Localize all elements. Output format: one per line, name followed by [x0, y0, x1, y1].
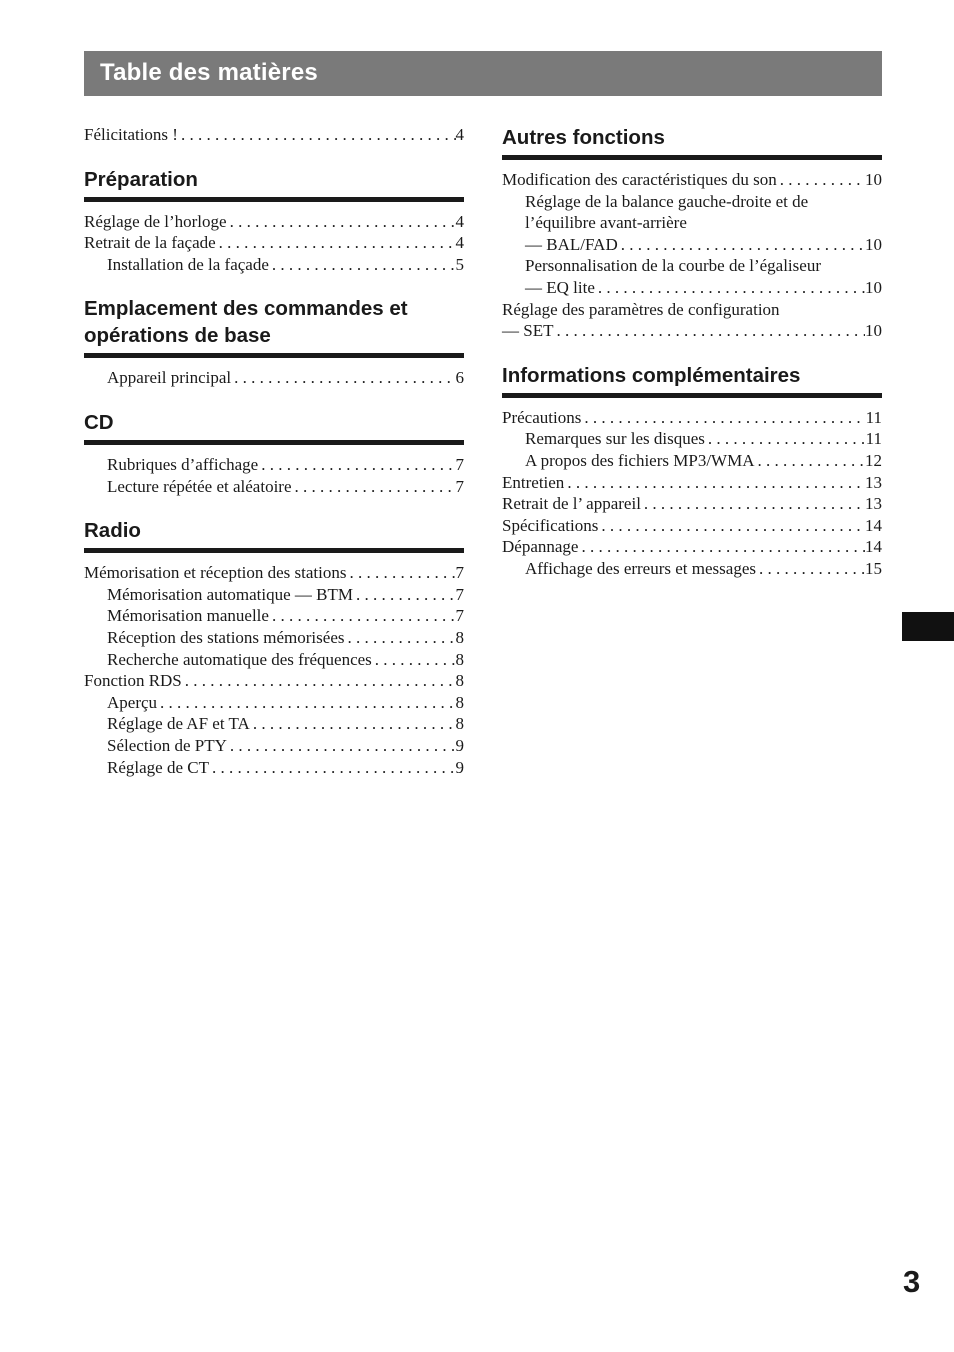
dot-leader: [777, 169, 865, 191]
toc-entry-page: 7: [455, 476, 464, 496]
toc-entry-page: 10: [865, 321, 882, 341]
toc-entry[interactable]: [502, 515, 882, 537]
toc-entry[interactable]: [502, 169, 882, 191]
toc-item[interactable]: [84, 254, 464, 276]
toc-entry[interactable]: [502, 450, 882, 472]
dot-leader: [258, 454, 455, 476]
toc-entry[interactable]: [502, 558, 882, 580]
toc-entry[interactable]: [502, 407, 882, 429]
toc-entry[interactable]: [502, 234, 882, 256]
toc-entry[interactable]: [84, 605, 464, 627]
toc-entry-page: 5: [455, 254, 464, 274]
toc-entry-page: 14: [865, 515, 882, 535]
toc-entry[interactable]: [84, 124, 464, 146]
toc-section: [502, 362, 882, 580]
toc-entry-page: 8: [455, 671, 464, 691]
toc-entry[interactable]: [84, 670, 464, 692]
toc-entry-page: 8: [455, 649, 464, 669]
toc-entry-page: 9: [455, 735, 464, 755]
toc-entry-label: Réglage de CT: [107, 757, 209, 777]
toc-entry-label: Spécifications: [502, 515, 599, 535]
toc-entry[interactable]: [84, 627, 464, 649]
toc-section: [84, 295, 464, 389]
toc-entry-page: 7: [455, 606, 464, 626]
toc-column-right: [502, 124, 882, 600]
toc-entry[interactable]: [84, 649, 464, 671]
page-title: Table des matières: [100, 59, 318, 86]
toc-section: [84, 166, 464, 276]
toc-list: [502, 169, 882, 342]
toc-item[interactable]: [502, 450, 882, 472]
toc-entry-label: Réception des stations mémorisées: [107, 627, 345, 647]
toc-entry-label: Félicitations !: [84, 125, 178, 144]
toc-entry-label: Mémorisation et réception des stations: [84, 563, 347, 583]
toc-entry-label: Installation de la façade: [107, 254, 269, 274]
toc-entry-page: 4: [455, 125, 464, 144]
toc-list: [84, 211, 464, 276]
toc-entry-label: Réglage de AF et TA: [107, 714, 250, 734]
dot-leader: [292, 476, 456, 498]
toc-entry-page: 6: [455, 368, 464, 388]
section-heading: Informations complémentaires: [502, 362, 882, 398]
dot-leader: [372, 649, 456, 671]
toc-section: [84, 409, 464, 497]
title-banner: [84, 51, 882, 96]
toc-entry-label: Sélection de PTY: [107, 735, 227, 755]
toc-item[interactable]: [84, 649, 464, 671]
toc-section: [502, 124, 882, 342]
toc-section: [84, 517, 464, 778]
section-heading: Radio: [84, 517, 464, 553]
toc-entry-continuation: l’équilibre avant-arrière: [525, 213, 687, 233]
toc-entry[interactable]: [84, 692, 464, 714]
toc-item[interactable]: [502, 299, 882, 342]
toc-entry-page: 10: [865, 170, 882, 189]
toc-entry[interactable]: [84, 232, 464, 254]
toc-entry-label: Mémorisation manuelle: [107, 606, 269, 626]
toc-item[interactable]: [84, 584, 464, 606]
section-heading: Autres fonctions: [502, 124, 882, 160]
toc-entry[interactable]: [84, 562, 464, 584]
dot-leader: [182, 670, 456, 692]
section-heading: CD: [84, 409, 464, 445]
dot-leader: [595, 277, 865, 299]
toc-entry-page: 4: [455, 211, 464, 231]
toc-item[interactable]: [84, 605, 464, 627]
dot-leader: [353, 584, 456, 606]
toc-item[interactable]: [502, 255, 882, 298]
toc-entry[interactable]: [502, 472, 882, 494]
toc-entry-label: Appareil principal: [107, 368, 232, 388]
toc-item[interactable]: [84, 232, 464, 254]
toc-entry-page: 7: [455, 563, 464, 583]
toc-entry-page: 13: [865, 472, 882, 492]
page-number: 3: [903, 1264, 921, 1299]
toc-list: [502, 407, 882, 580]
toc-entry[interactable]: [84, 476, 464, 498]
dot-leader: [216, 232, 456, 254]
toc-item[interactable]: [502, 428, 882, 450]
toc-entry-label: Modification des caractéristiques du son: [502, 170, 777, 189]
toc-entry[interactable]: [502, 320, 882, 342]
toc-entry-page: 10: [865, 234, 882, 254]
dot-leader: [618, 234, 865, 256]
toc-entry-label: Mémorisation automatique — BTM: [107, 584, 353, 604]
toc-entry[interactable]: [84, 713, 464, 735]
dot-leader: [231, 367, 455, 389]
toc-item[interactable]: [502, 493, 882, 515]
toc-entry-label: — BAL/FAD: [525, 234, 618, 254]
toc-entry-label: A propos des fichiers MP3/WMA: [525, 450, 755, 470]
toc-entry-label: Remarques sur les disques: [525, 429, 705, 449]
toc-column-left: [84, 124, 464, 798]
toc-list: [84, 367, 464, 389]
toc-entry[interactable]: [502, 428, 882, 450]
toc-item[interactable]: [502, 472, 882, 494]
dot-leader: [344, 627, 455, 649]
dot-leader: [754, 450, 865, 472]
toc-entry-page: 8: [455, 714, 464, 734]
toc-entry[interactable]: [502, 493, 882, 515]
toc-item[interactable]: [84, 735, 464, 757]
toc-entry-label: Fonction RDS: [84, 671, 182, 691]
toc-entry-page: 7: [455, 584, 464, 604]
dot-leader: [756, 558, 865, 580]
dot-leader: [581, 407, 865, 429]
dot-leader: [227, 211, 456, 233]
toc-entry-label: — EQ lite: [525, 277, 595, 297]
toc-item[interactable]: [502, 558, 882, 580]
dot-leader: [578, 536, 865, 558]
toc-entry-label: Dépannage: [502, 537, 579, 557]
toc-entry-label: Retrait de la façade: [84, 233, 216, 253]
toc-entry-page: 12: [865, 450, 882, 470]
toc-entry-label: Entretien: [502, 472, 565, 492]
dot-leader: [250, 713, 456, 735]
toc-item[interactable]: [502, 407, 882, 429]
toc-entry-label: Lecture répétée et aléatoire: [107, 476, 292, 496]
toc-entry[interactable]: [84, 254, 464, 276]
toc-item[interactable]: [84, 454, 464, 476]
toc-entry-continuation: Réglage des paramètres de configuration: [502, 299, 780, 319]
toc-entry[interactable]: [84, 454, 464, 476]
toc-item[interactable]: [502, 169, 882, 191]
toc-entry-page: 11: [865, 407, 882, 427]
section-heading: Emplacement des commandes et opérations de base: [84, 295, 464, 358]
toc-item[interactable]: [502, 515, 882, 537]
toc-item[interactable]: [84, 211, 464, 233]
toc-entry-continuation: Réglage de la balance gauche-droite et de: [525, 191, 809, 211]
toc-entry-page: 8: [455, 692, 464, 712]
language-tab-marker: [902, 612, 954, 641]
dot-leader: [269, 254, 456, 276]
toc-sections-left: [84, 166, 464, 779]
dot-leader: [598, 515, 865, 537]
toc-entry-page: 14: [865, 537, 882, 557]
toc-entry-label: Retrait de l’ appareil: [502, 494, 641, 514]
toc-item[interactable]: [84, 627, 464, 649]
dot-leader: [641, 493, 865, 515]
dot-leader: [178, 124, 456, 146]
toc-entry-label: Recherche automatique des fréquences: [107, 649, 372, 669]
toc-entry-page: 9: [455, 757, 464, 777]
toc-entry-label: Réglage de l’horloge: [84, 211, 227, 231]
toc-entry-label: Rubriques d’affichage: [107, 454, 259, 474]
dot-leader: [564, 472, 865, 494]
toc-entry-label: — SET: [502, 321, 554, 341]
toc-entry[interactable]: [84, 367, 464, 389]
toc-entry-page: 13: [865, 494, 882, 514]
toc-entry-page: 8: [455, 627, 464, 647]
toc-entry-page: 15: [865, 558, 882, 578]
toc-entry-label: Affichage des erreurs et messages: [525, 558, 756, 578]
toc-entry-page: 7: [455, 454, 464, 474]
toc-entry[interactable]: [84, 211, 464, 233]
toc-item[interactable]: [84, 367, 464, 389]
toc-entry[interactable]: [84, 757, 464, 779]
toc-entry[interactable]: [84, 584, 464, 606]
dot-leader: [157, 692, 455, 714]
dot-leader: [227, 735, 456, 757]
toc-item[interactable]: [84, 713, 464, 735]
toc-entry-page: 4: [455, 233, 464, 253]
toc-item[interactable]: [84, 757, 464, 779]
toc-sections-right: [502, 124, 882, 580]
toc-item[interactable]: [84, 670, 464, 692]
toc-item[interactable]: [84, 562, 464, 584]
toc-item[interactable]: [502, 536, 882, 558]
dot-leader: [705, 428, 866, 450]
dot-leader: [269, 605, 456, 627]
section-heading: Préparation: [84, 166, 464, 202]
dot-leader: [553, 320, 865, 342]
toc-entry-page: 11: [865, 429, 882, 449]
toc-item[interactable]: [84, 476, 464, 498]
toc-entry-continuation: Personnalisation de la courbe de l’égaliseur: [525, 256, 821, 276]
toc-list: [84, 454, 464, 497]
toc-item[interactable]: [502, 191, 882, 256]
toc-item[interactable]: [84, 692, 464, 714]
toc-list: [84, 562, 464, 778]
dot-leader: [347, 562, 456, 584]
toc-entry-page: 10: [865, 277, 882, 297]
toc-entry-label: Aperçu: [107, 692, 158, 712]
toc-entry[interactable]: [502, 536, 882, 558]
toc-entry[interactable]: [502, 277, 882, 299]
toc-entry-label: Précautions: [502, 407, 582, 427]
toc-entry[interactable]: [84, 735, 464, 757]
dot-leader: [209, 757, 456, 779]
